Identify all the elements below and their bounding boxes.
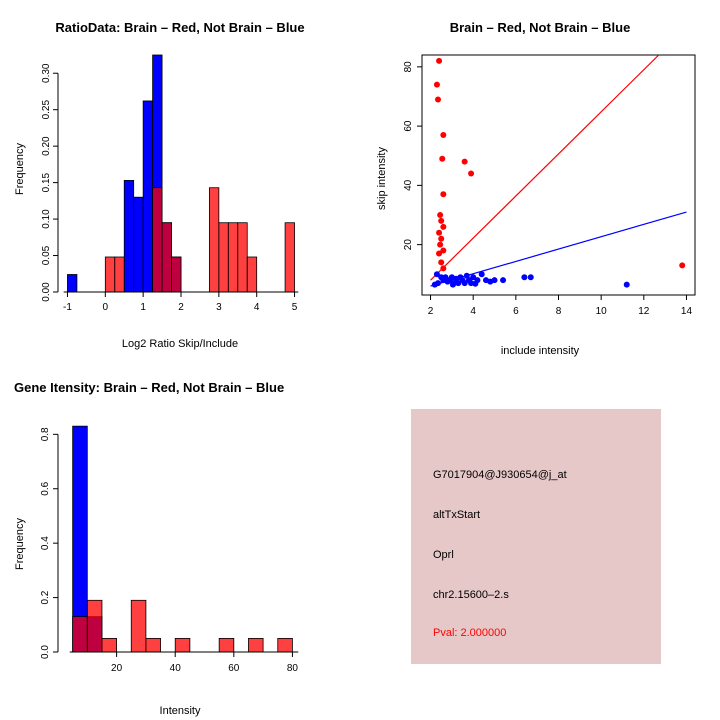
svg-text:0.10: 0.10 [41, 209, 52, 229]
svg-text:0.00: 0.00 [41, 282, 52, 302]
svg-text:80: 80 [403, 61, 414, 73]
ratio-histogram-plot [0, 0, 360, 360]
svg-text:0.6: 0.6 [40, 481, 51, 496]
scatter-title: Brain – Red, Not Brain – Blue [449, 20, 631, 35]
svg-text:5: 5 [291, 302, 298, 313]
info-line-event: altTxStart [433, 509, 481, 521]
svg-text:14: 14 [680, 306, 693, 317]
svg-text:4: 4 [470, 306, 476, 317]
svg-text:0.15: 0.15 [41, 172, 52, 193]
gene-histogram-plot [0, 360, 360, 720]
svg-text:60: 60 [228, 663, 240, 674]
svg-text:-1: -1 [63, 302, 72, 313]
ratio-histogram-panel [0, 0, 360, 360]
scatter-panel [360, 0, 720, 360]
probe-info-box [411, 409, 661, 664]
gene-histogram-title: Gene Itensity: Brain – Red, Not Brain – Blue [14, 380, 285, 395]
svg-text:20: 20 [111, 663, 123, 674]
svg-text:2: 2 [427, 306, 434, 317]
svg-text:40: 40 [169, 663, 181, 674]
svg-text:20: 20 [403, 239, 414, 251]
info-line-gene: Oprl [433, 549, 454, 561]
scatter-xlabel: include intensity [500, 345, 580, 357]
svg-text:2: 2 [178, 302, 184, 313]
svg-text:0.8: 0.8 [40, 427, 51, 442]
info-line-pval: Pval: 2.000000 [433, 627, 507, 639]
svg-text:0.05: 0.05 [41, 245, 52, 266]
svg-text:0.20: 0.20 [41, 136, 52, 156]
gene-histogram-panel [0, 360, 360, 720]
gene-histogram-xlabel: Intensity [159, 705, 201, 717]
svg-text:60: 60 [403, 120, 414, 132]
svg-text:0.30: 0.30 [41, 63, 52, 83]
svg-text:0.2: 0.2 [40, 590, 51, 605]
svg-text:0.0: 0.0 [40, 645, 51, 659]
svg-text:1: 1 [140, 302, 146, 313]
info-line-probe: G7017904@J930654@j_at [433, 469, 567, 481]
ratio-histogram-ylabel: Frequency [14, 143, 26, 195]
gene-histogram-ylabel: Frequency [14, 518, 26, 570]
svg-text:3: 3 [216, 302, 222, 313]
svg-text:8: 8 [555, 306, 562, 317]
svg-text:0.25: 0.25 [41, 99, 52, 120]
svg-text:0: 0 [102, 302, 109, 313]
svg-text:4: 4 [253, 302, 260, 313]
svg-text:6: 6 [513, 306, 519, 317]
svg-text:0.4: 0.4 [40, 536, 51, 551]
svg-text:12: 12 [638, 306, 650, 317]
ratio-histogram-title: RatioData: Brain – Red, Not Brain – Blue [55, 20, 305, 35]
scatter-ylabel: skip intensity [376, 147, 388, 210]
svg-text:80: 80 [286, 663, 298, 674]
svg-text:10: 10 [595, 306, 607, 317]
info-line-locus: chr2.15600–2.s [433, 589, 509, 601]
ratio-histogram-xlabel: Log2 Ratio Skip/Include [121, 338, 239, 350]
svg-text:40: 40 [403, 179, 414, 191]
scatter-plot [360, 0, 720, 360]
